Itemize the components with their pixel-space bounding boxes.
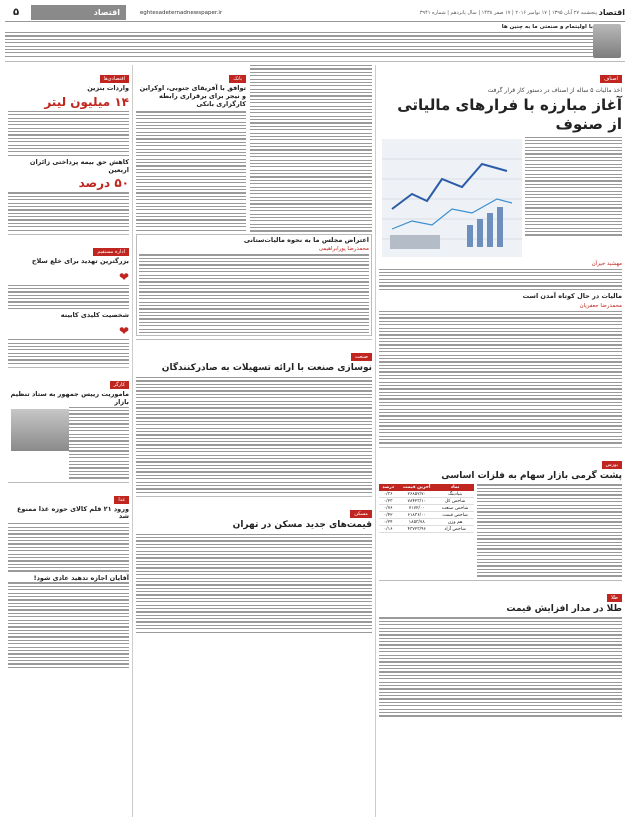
- headline-president: ماموریت رییس جمهور به ستاد تنظیم بازار: [10, 389, 129, 406]
- subheadline: مالیات در حال کوتاه آمدن است: [522, 291, 622, 300]
- website-link[interactable]: eghtesadeternadnewspaper.ir: [139, 9, 223, 16]
- section-tag-gold: طلا: [607, 594, 622, 602]
- section-tag-food: غذا: [114, 496, 129, 504]
- section-tag-bourse: بورس: [602, 461, 623, 469]
- page-grid: [5, 65, 625, 817]
- market-table: [379, 484, 474, 533]
- headline-bank: توافق با آفریقای جنوبی، اوکراین و نیجر برای برقراری رابطه کارگزاری بانکی: [139, 84, 246, 108]
- section-tag-labor: کارگر: [110, 381, 129, 389]
- masthead: [5, 4, 625, 22]
- highlight-percent: ۵۰ درصد: [78, 176, 129, 191]
- highlight-figure: ۱۴ میلیون لیتر: [44, 94, 129, 109]
- middle-column: [132, 65, 375, 817]
- section-tag-bank: بانک: [229, 75, 246, 83]
- section-tag-housing: مسکن: [350, 510, 372, 518]
- section-title: اقتصاد: [31, 5, 126, 20]
- headline-threat: بزرگترین تهدید برای خلع سلاح: [31, 256, 129, 265]
- columnist-photo: [593, 24, 621, 58]
- table-header: درصد: [379, 484, 397, 491]
- headline-food-ban: ورود ۲۱ قلم کالای حوزه غذا ممنوع شد: [16, 504, 129, 521]
- right-column: [375, 65, 625, 817]
- author-name-3: محمدرضا پورابراهیمی: [318, 246, 369, 253]
- finance-chart-photo: [382, 139, 522, 257]
- section-tag-direct: اداره مستقیم: [93, 248, 129, 256]
- lede-headline: با اولیتمام و صنعتی ما به چنین ها: [501, 24, 593, 30]
- page-number: ۵: [12, 7, 20, 18]
- section-tag-industry: صنعت: [351, 353, 372, 361]
- section-tag-brief: اقتصادی‌ها: [100, 75, 129, 83]
- sidebar-box: [136, 234, 372, 337]
- headline-industry: نوسازی صنعت با ارائه تسهیلات به صادرکنندگان: [161, 363, 372, 374]
- author-name-2: محمدرضا جعفریان: [579, 302, 622, 309]
- table-header: نماد: [436, 484, 474, 491]
- headline-bourse: پشت گرمی بازار سهام به فلزات اساسی: [441, 470, 622, 481]
- headline-cabinet: شخصیت کلیدی کابینه: [60, 311, 129, 320]
- heart-icon: ❤: [118, 269, 129, 284]
- headline-gasoline: واردات بنزین: [87, 84, 129, 92]
- lede-strip: [5, 22, 625, 62]
- headline-insurance: کاهش حق بیمه پرداختی زائران اربعین: [29, 157, 129, 174]
- table-row: شاخص کل ۷۸۴۲۳/۱۰ ۰/۲۳: [379, 498, 474, 505]
- kicker: اخذ مالیات ۵ ساله از اصناف در دستور کار قرار گرفت: [487, 87, 622, 94]
- table-row: هم وزن ۱۸۵۳/۷۸ ۰/۲۴: [379, 519, 474, 526]
- newspaper-logo: اقتصاد: [598, 8, 625, 17]
- table-row: شاخص قیمت ۶۱۸۳۶/۰۰ ۰/۴۲: [379, 512, 474, 519]
- author-name: مهشید خیرآن: [591, 260, 622, 267]
- article-photo: [11, 409, 69, 451]
- table-row: شاخص صنعت ۷۱۷۲/۰۰ ۰/۷۶: [379, 505, 474, 512]
- main-headline: آغاز مبارزه با فرارهای مالیاتی از صنوف: [397, 96, 622, 133]
- table-row: بنیادینگ ۲۶۸۵۲/۷۰ ۰/۳۶: [379, 491, 474, 498]
- left-column: [5, 65, 132, 817]
- section-tag: اصناف: [600, 75, 622, 83]
- headline-housing: قیمت‌های جدید مسکن در تهران: [232, 519, 372, 530]
- table-header: آخرین قیمت: [397, 484, 436, 491]
- issue-date: پنجشنبه ۲۷ آبان ۱۳۹۵ | ۱۷ نوامبر ۲۰۱۶ | ۱۷ صفر ۱۴۳۸ | سال پانزدهم | شماره ۳۹۴۱: [419, 9, 597, 16]
- headline-gentlemen: آقایان اجازه تدهید عادی شود!: [33, 573, 129, 582]
- headline-gold: طلا در مدار افزایش قیمت: [506, 603, 622, 614]
- subheadline-parliament: اعتراض مجلس ما به نحوه مالیات‌ستانی: [243, 235, 369, 244]
- lede-text: [5, 24, 593, 61]
- heart-icon: ❤: [118, 324, 129, 339]
- table-row: شاخص آزاد ۴۳۷۲۳/۹۶ ۰/۱۶: [379, 526, 474, 533]
